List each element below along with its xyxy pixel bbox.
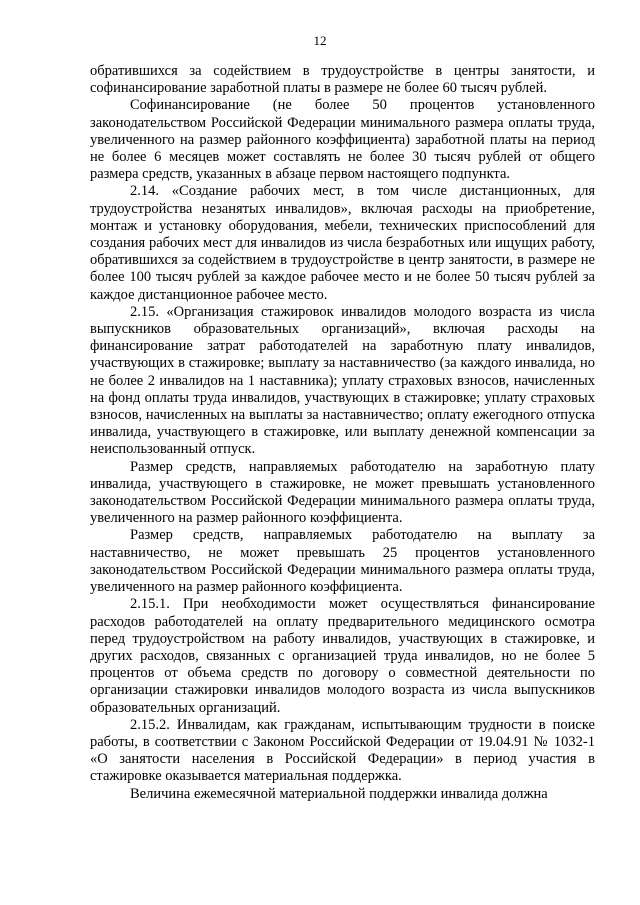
paragraph-material-support: Величина ежемесячной материальной поддержки инвалида должна [130,785,548,802]
paragraph-2-15-1: 2.15.1. При необходимости может осуществляться финансирование расходов работодателей на оплату предварительного медицинского осмотра перед трудоустройством на работу инвалидов, участвующих в стажировке, и других расходов, связанных с организацией труда инвалидов, но не более 5 процентов от объема средств по договору о совместной деятельности по организации стажировки инвалидов молодого возраста из числа выпускников образовательных организаций. [90,596,595,716]
paragraph-2-14: 2.14. «Создание рабочих мест, в том числе дистанционных, для трудоустройства незанятых инвалидов», включая расходы на приобретение, монтаж и установку оборудования, мебели, технических приспособлений для создания рабочих мест для инвалидов из числа безработных или ищущих работу, обратившихся за содействием в трудоустройстве в центр занятости, в размере не более 100 тысяч рублей за каждое рабочее место и не более 50 тысяч рублей за каждое дистанционное рабочее место. [90,183,595,303]
paragraph-wage-amount: Размер средств, направляемых работодателю на заработную плату инвалида, участвующего в стажировке, не может превышать установленного законодательством Российской Федерации минимального размера оплаты труда, увеличенного на размер районного коэффициента. [90,458,595,527]
paragraph-2-15-2: 2.15.2. Инвалидам, как гражданам, испытывающим трудности в поиске работы, в соответствии с Законом Российской Федерации от 19.04.91 № 1032-1 «О занятости населения в Российской Федерации» в период участия в стажировке оказывается материальная поддержка. [90,716,595,785]
paragraph-continuation: обратившихся за содействием в трудоустройстве в центры занятости, и софинансирование заработной платы в размере не более 60 тысяч рублей. [90,63,595,97]
paragraph-cofinancing: Софинансирование (не более 50 процентов установленного законодательством Российской Федерации минимального размера оплаты труда, увеличенного на размер районного коэффициента) заработной платы на период не более 6 месяцев может составлять не более 30 тысяч рублей от общего размера средств, указанных в абзаце первом настоящего подпункта. [90,97,595,183]
paragraph-2-15: 2.15. «Организация стажировок инвалидов молодого возраста из числа выпускников образовательных организаций», включая расходы на финансирование затрат работодателей на заработную плату инвалидов, участвующих в стажировке; выплату за наставничество (за каждого инвалида, но не более 2 инвалидов на 1 наставника); уплату страховых взносов, начисленных на фонд оплаты труда инвалидов, участвующих в стажировке; уплату страховых взносов, начисленных на выплаты за наставничество; оплату ежегодного отпуска инвалида, участвующего в стажировке, или выплату денежной компенсации за неиспользованный отпуск. [90,303,595,458]
paragraph-mentoring-amount: Размер средств, направляемых работодателю на выплату за наставничество, не может превышать 25 процентов установленного законодательством Российской Федерации минимального размера оплаты труда, увеличенного на размер районного коэффициента. [90,527,595,596]
document-body [90,63,595,803]
page-number: 12 [313,33,327,48]
